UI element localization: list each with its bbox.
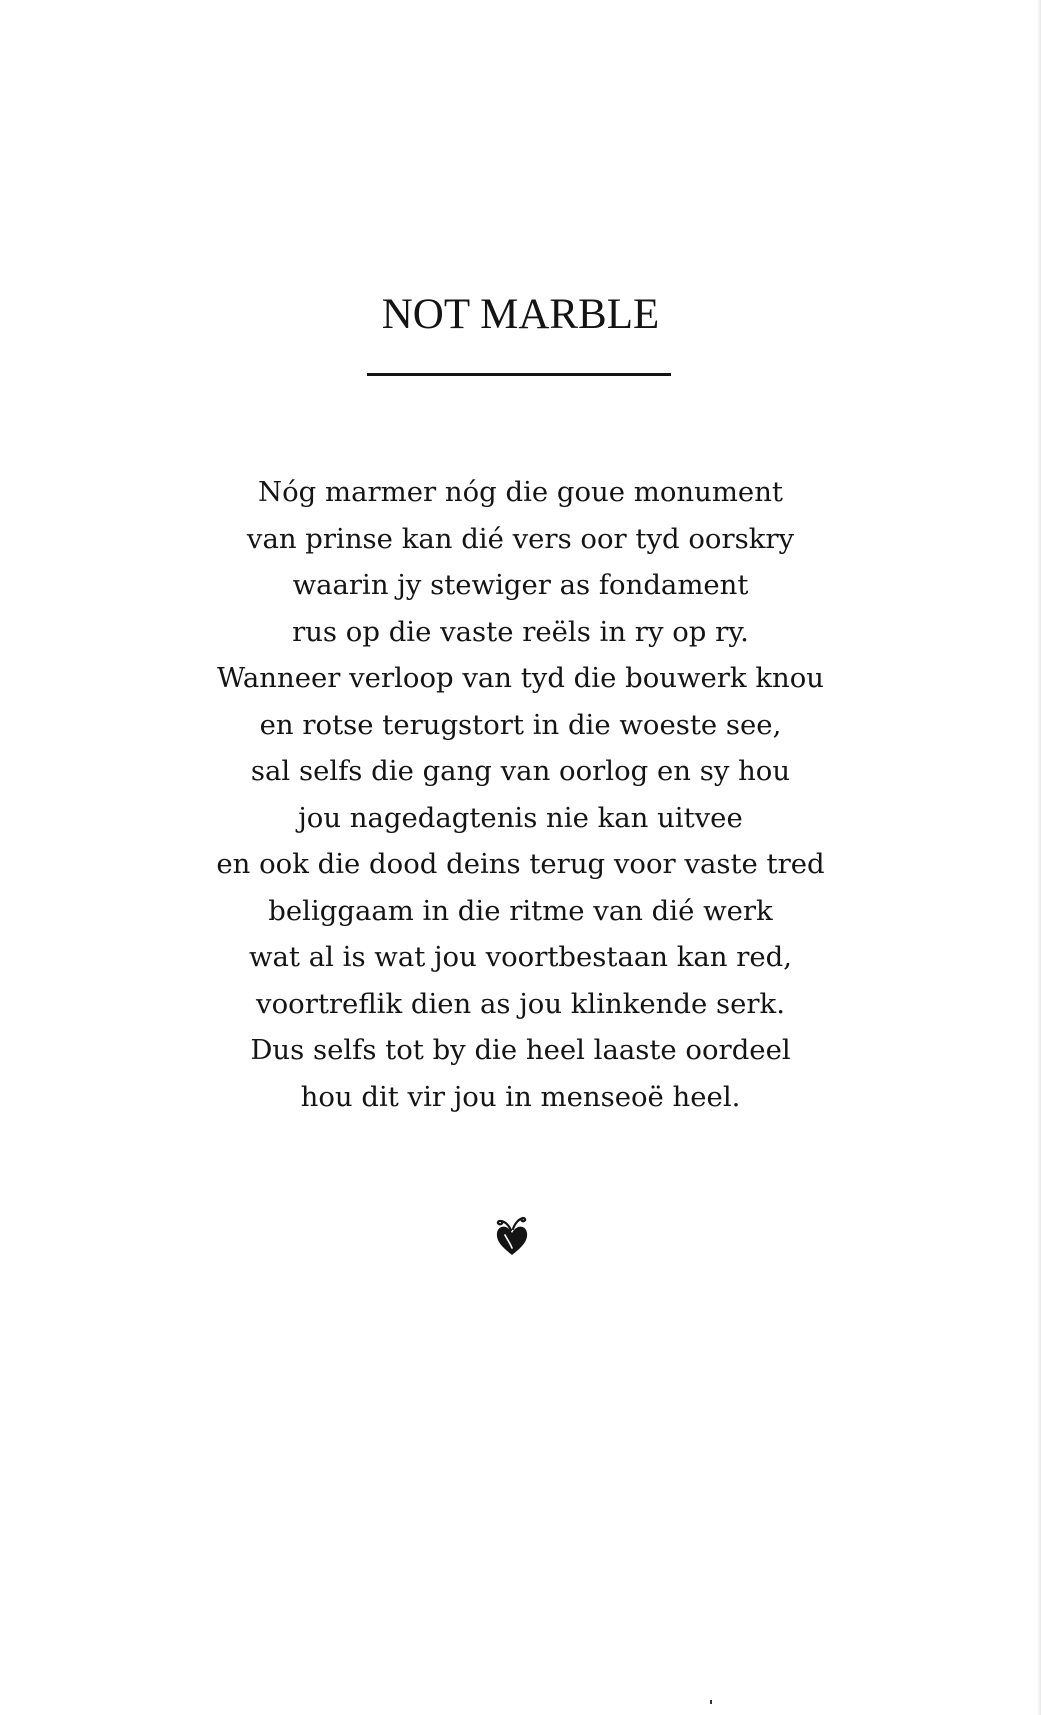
print-speck xyxy=(710,1700,712,1704)
poem-line: rus op die vaste reëls in ry op ry. xyxy=(292,615,749,648)
poem-line: beliggaam in die ritme van dié werk xyxy=(268,894,773,927)
poem-line: waarin jy stewiger as fondament xyxy=(292,569,749,601)
poem-line: Dus selfs tot by die heel laaste oordeel xyxy=(250,1034,791,1066)
poem-line: van prinse kan dié vers oor tyd oorskry xyxy=(246,522,795,555)
poem-line: Nóg marmer nóg die goue monument xyxy=(258,476,783,508)
title-underline xyxy=(367,373,671,376)
poem-body xyxy=(0,469,1041,1120)
poem-line: en rotse terugstort in die woeste see, xyxy=(259,708,782,741)
poem-line: Wanneer verloop van tyd die bouwerk knou xyxy=(217,662,824,694)
poem-line: hou dit vir jou in menseoë heel. xyxy=(300,1080,741,1113)
poem-title: NOT MARBLE xyxy=(381,291,660,338)
poem-line: jou nagedagtenis nie kan uitvee xyxy=(298,801,743,834)
poem-line: wat al is wat jou voortbestaan kan red, xyxy=(249,941,792,973)
poem-line: voortreflik dien as jou klinkende serk. xyxy=(256,987,785,1020)
fleuron-icon xyxy=(492,1215,532,1257)
poem-line: en ook die dood deins terug voor vaste tred xyxy=(216,848,825,880)
poem-line: sal selfs die gang van oorlog en sy hou xyxy=(250,755,791,787)
